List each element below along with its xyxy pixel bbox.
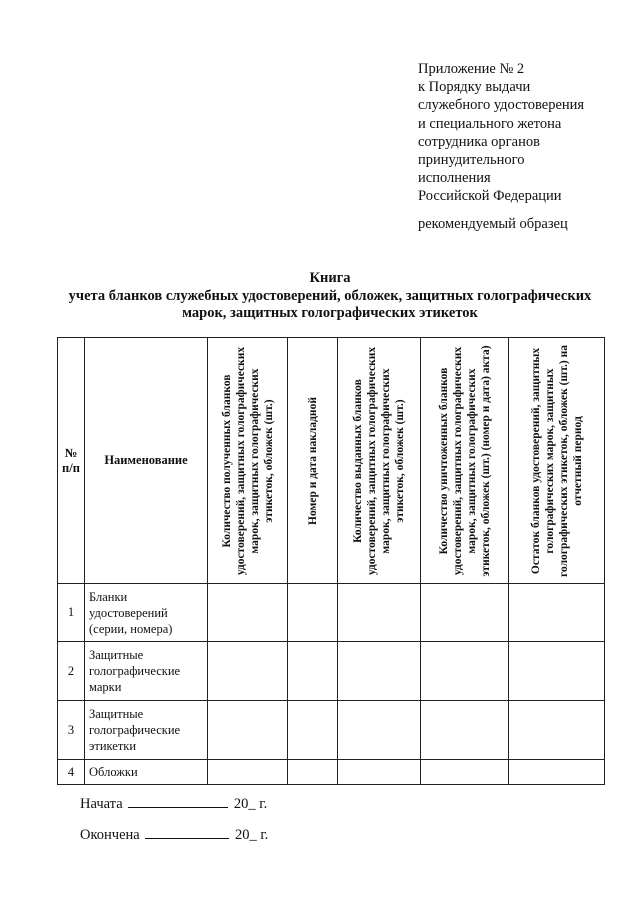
empty-cell <box>509 760 605 785</box>
appendix-line: сотрудника органов <box>418 133 540 150</box>
appendix-line: к Порядку выдачи <box>418 79 531 96</box>
appendix-line: служебного удостоверения <box>418 97 585 114</box>
header-number: № п/п <box>58 338 85 584</box>
header-received-cell <box>208 338 288 584</box>
empty-cell <box>288 760 338 785</box>
started-date-blank <box>128 795 228 808</box>
appendix-line: принудительного <box>418 152 525 169</box>
row-name: Защитные голографические этикетки <box>85 701 208 760</box>
header-issued-cell <box>338 338 421 584</box>
table-row <box>58 642 605 701</box>
header-destroyed: Количество уничтоженных бланков удостоверений, защитных голографических марок, защитных голографических этикеток, обложек (шт.) (номер и дата) акта) <box>437 344 492 577</box>
empty-cell <box>288 642 338 701</box>
row-number: 4 <box>58 760 85 785</box>
started-label: Начата <box>80 796 123 812</box>
empty-cell <box>208 701 288 760</box>
header-invoice-cell <box>288 338 338 584</box>
finished-date-blank <box>145 826 229 839</box>
started-line <box>80 795 267 813</box>
table-row <box>58 760 605 785</box>
empty-cell <box>208 642 288 701</box>
appendix-line: Российской Федерации <box>418 188 562 205</box>
empty-cell <box>421 760 509 785</box>
document-subtitle-line-2: марок, защитных голографических этикеток <box>182 305 478 321</box>
header-received: Количество полученных бланков удостоверений, защитных голографических марок, защитных голографических этикеток, обложек (шт.) <box>220 346 275 575</box>
appendix-line: исполнения <box>418 170 491 187</box>
empty-cell <box>509 584 605 642</box>
empty-cell <box>338 642 421 701</box>
appendix-line: Приложение № 2 <box>418 61 525 77</box>
row-number: 1 <box>58 584 85 642</box>
header-destroyed-cell <box>421 338 509 584</box>
finished-label: Окончена <box>80 827 140 843</box>
sample-note: рекомендуемый образец <box>418 216 568 232</box>
row-number: 3 <box>58 701 85 760</box>
empty-cell <box>288 584 338 642</box>
header-remaining-cell <box>509 338 605 584</box>
table-row <box>58 584 605 642</box>
appendix-block <box>418 60 628 206</box>
appendix-line: и специального жетона <box>418 115 562 132</box>
finished-year: 20_ г. <box>234 827 269 843</box>
empty-cell <box>421 701 509 760</box>
finished-line <box>80 826 268 844</box>
row-name: Бланки удостоверений (серии, номера) <box>85 584 208 642</box>
empty-cell <box>208 584 288 642</box>
table-row <box>58 701 605 760</box>
table-header-row <box>58 338 605 584</box>
row-number: 2 <box>58 642 85 701</box>
started-year: 20_ г. <box>233 796 268 812</box>
empty-cell <box>288 701 338 760</box>
empty-cell <box>338 701 421 760</box>
empty-cell <box>338 760 421 785</box>
document-subtitle-line-1: учета бланков служебных удостоверений, обложек, защитных голографических <box>68 288 592 304</box>
accounting-table <box>57 337 605 785</box>
header-issued: Количество выданных бланков удостоверений, защитных голографических марок, защитных голографических этикеток, обложек (шт.) <box>352 346 406 575</box>
empty-cell <box>421 584 509 642</box>
header-remaining: Остаток бланков удостоверений, защитных голографических марок, защитных голографических этикеток, обложек (шт.) на отчетный период <box>529 344 584 577</box>
empty-cell <box>509 701 605 760</box>
empty-cell <box>509 642 605 701</box>
empty-cell <box>208 760 288 785</box>
empty-cell <box>421 642 509 701</box>
header-invoice: Номер и дата накладной <box>306 396 319 525</box>
empty-cell <box>338 584 421 642</box>
row-name: Обложки <box>85 760 208 785</box>
header-name: Наименование <box>85 338 208 584</box>
document-title: Книга <box>309 270 351 286</box>
row-name: Защитные голографические марки <box>85 642 208 701</box>
